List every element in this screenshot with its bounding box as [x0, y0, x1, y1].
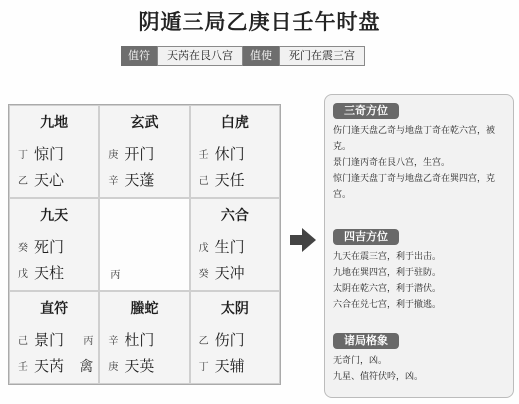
- palace-kan1: [99, 291, 189, 384]
- palace-door: 休门: [214, 145, 245, 163]
- analysis-line: 伤门逢天盘乙奇与地盘丁奇在乾六宫，被克。: [333, 126, 496, 152]
- section-siji-heading: 四吉方位: [333, 229, 399, 245]
- palace-qian6: [190, 291, 280, 384]
- palace-star: 天辅: [214, 357, 245, 375]
- page-title: 阴遁三局乙庚日壬午时盘: [138, 10, 381, 34]
- analysis-line: 惊门逢天盘丁奇与地盘乙奇在巽四宫，克宫。: [333, 174, 496, 200]
- palace-god: 直符: [40, 301, 69, 317]
- section-geju-heading: 诸局格象: [333, 333, 399, 349]
- analysis-line: 景门逢丙奇在艮八宫，生宫。: [333, 158, 451, 168]
- palace-star: 天任: [214, 171, 245, 189]
- palace-door: 生门: [214, 238, 245, 256]
- info-bar: [121, 46, 365, 66]
- heaven-stem: 壬: [198, 150, 209, 161]
- palace-star: 天冲: [214, 264, 245, 282]
- arrow-right-icon: [288, 225, 318, 255]
- heaven-stem: 辛: [108, 336, 119, 347]
- palace-kun2: [190, 105, 280, 198]
- palace-star: 天英: [124, 357, 155, 375]
- zhishi-label: 值使: [243, 46, 279, 66]
- earth-stem: 庚: [108, 362, 119, 373]
- palace-door: 伤门: [214, 331, 245, 349]
- heaven-stem: 己: [18, 336, 28, 347]
- earth-stem: 壬: [18, 362, 28, 373]
- analysis-line: 九天在震三宫，利于出击。: [333, 252, 442, 262]
- palace-star: 天蓬: [124, 171, 155, 189]
- heaven-stem: 庚: [108, 150, 119, 161]
- palace-dui7: [190, 198, 280, 291]
- section-siji-body: [333, 249, 509, 313]
- palace-grid: [8, 104, 281, 385]
- earth-stem: 己: [198, 176, 209, 187]
- palace-god: 九地: [40, 115, 69, 131]
- earth-stem: 癸: [198, 269, 209, 280]
- zhifu-value: 天芮在艮八宫: [157, 46, 243, 66]
- analysis-line: 无奇门，凶。: [333, 356, 388, 366]
- palace-li9: [99, 105, 189, 198]
- palace-star: 天心: [34, 171, 65, 189]
- zhifu-label: 值符: [121, 46, 157, 66]
- section-geju-body: [333, 353, 509, 385]
- earth-stem: 乙: [18, 176, 28, 187]
- heaven-stem: 乙: [198, 336, 209, 347]
- heaven-stem: 丁: [18, 150, 28, 161]
- palace-door: 开门: [124, 145, 155, 163]
- palace-star: 天芮: [34, 357, 65, 375]
- palace-god: 玄武: [130, 115, 159, 131]
- palace-god: 六合: [220, 208, 249, 224]
- palace-door: 死门: [34, 238, 65, 256]
- palace-god: 螣蛇: [130, 301, 159, 317]
- analysis-line: 六合在兑七宫，利于撤逃。: [333, 300, 442, 310]
- heaven-stem: 癸: [18, 243, 28, 254]
- palace-door: 杜门: [124, 331, 155, 349]
- palace-star: 天柱: [34, 264, 65, 282]
- section-sanqi-body: [333, 123, 509, 203]
- earth-stem: 戊: [18, 269, 28, 280]
- palace-xun4: [9, 105, 99, 198]
- zhishi-value: 死门在震三宫: [279, 46, 365, 66]
- analysis-line: 九星、值符伏吟，凶。: [333, 372, 424, 382]
- analysis-line: 九地在巽四宫，利于驻防。: [333, 268, 442, 278]
- center-stem: 丙: [110, 270, 121, 281]
- palace-gen8: [9, 291, 99, 384]
- palace-god: 白虎: [220, 115, 249, 131]
- palace-center: [99, 198, 189, 291]
- analysis-line: 太阴在乾六宫，利于潜伏。: [333, 284, 442, 294]
- heaven-stem: 戊: [198, 243, 209, 254]
- palace-door: 景门: [34, 331, 65, 349]
- palace-god: 九天: [40, 208, 69, 224]
- analysis-panel: [324, 94, 514, 398]
- side-stem: 丙: [83, 336, 94, 347]
- earth-stem: 辛: [108, 176, 119, 187]
- palace-zhen3: [9, 198, 99, 291]
- section-sanqi-heading: 三奇方位: [333, 103, 399, 119]
- palace-god: 太阴: [220, 301, 249, 317]
- palace-door: 惊门: [34, 145, 65, 163]
- earth-stem: 丁: [198, 362, 209, 373]
- extra-star: 禽: [79, 359, 94, 375]
